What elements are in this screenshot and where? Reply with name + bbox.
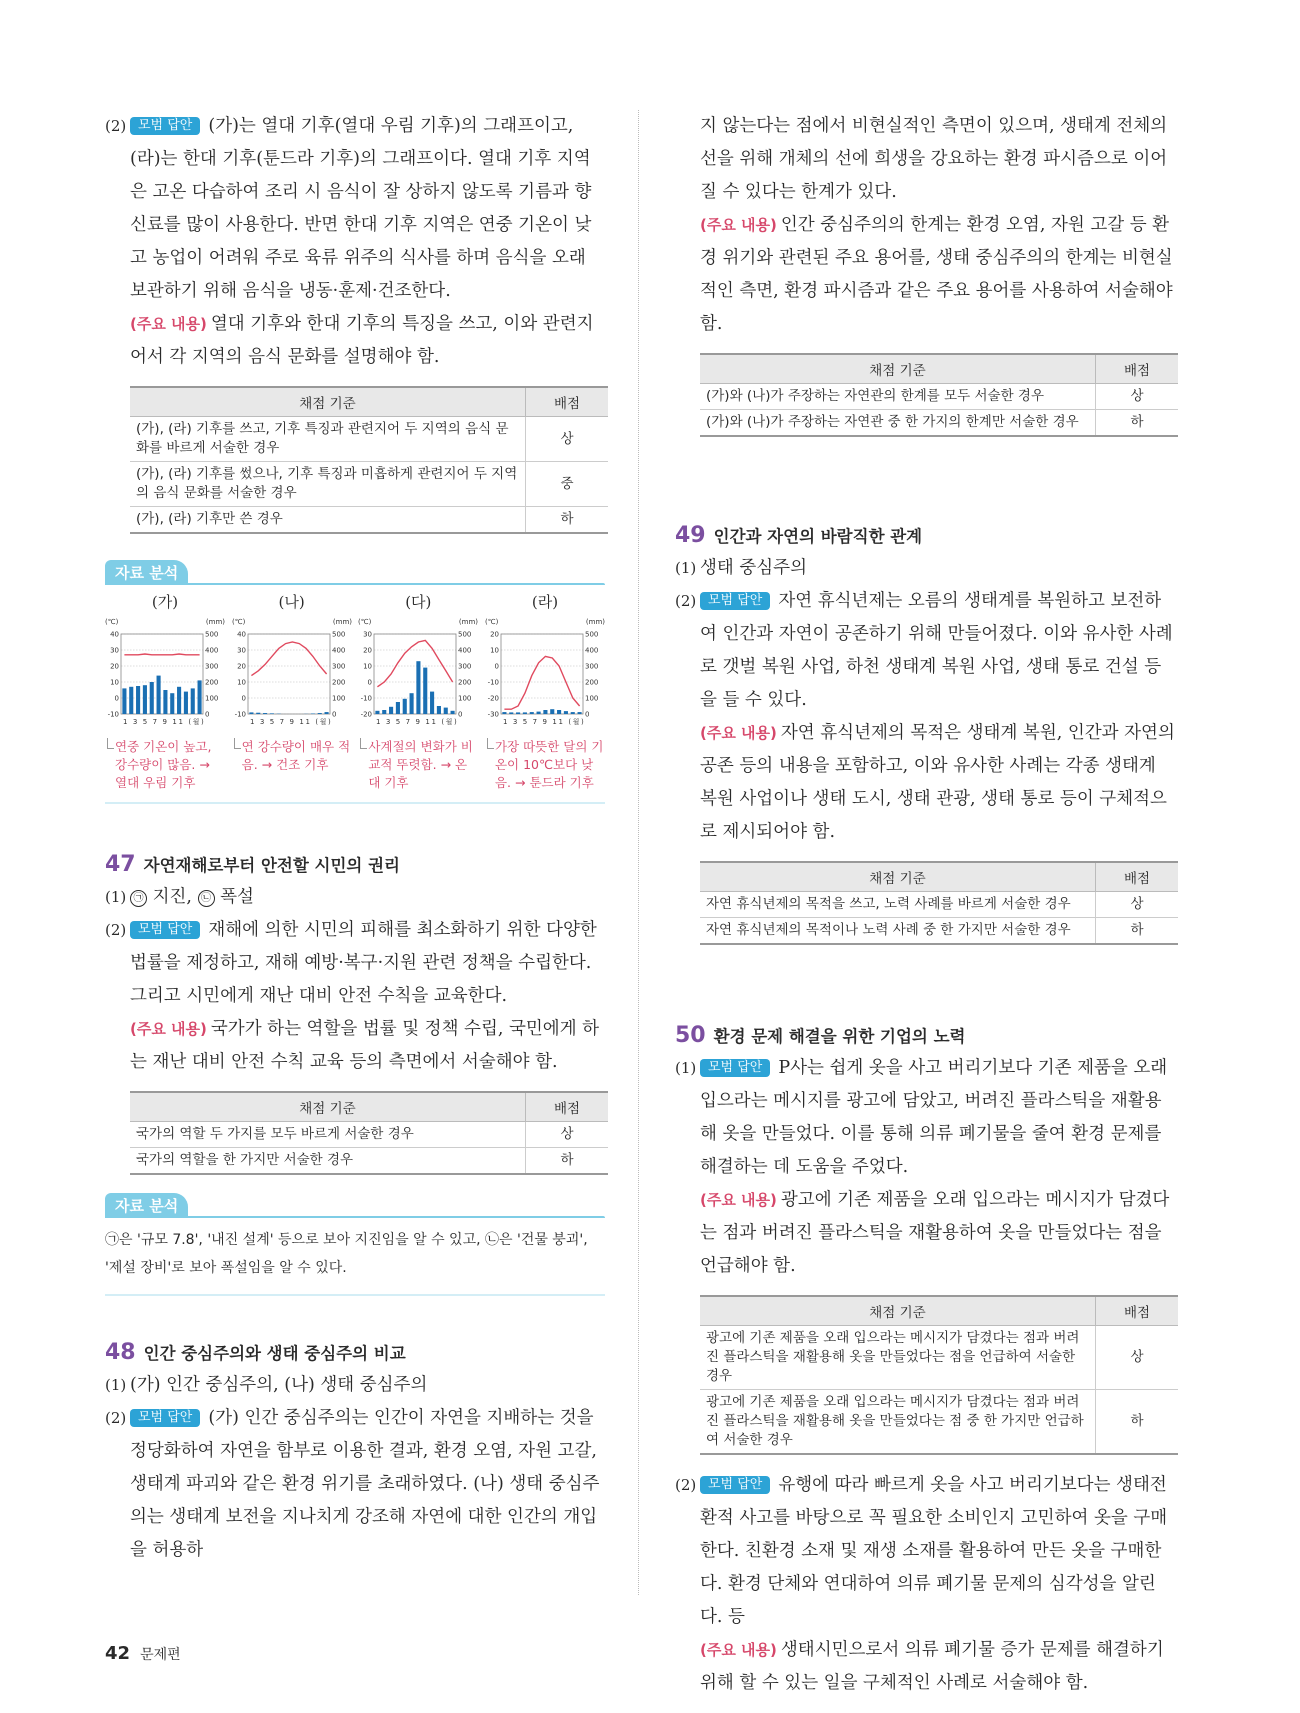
precip-bar — [270, 713, 274, 714]
criteria-cell: 자연 휴식년제의 목적을 쓰고, 노력 사례를 바르게 서술한 경우 — [700, 892, 1096, 918]
score-cell: 하 — [526, 507, 609, 534]
q49-header — [675, 523, 1175, 548]
q50-key2 — [675, 1634, 1175, 1700]
temp-tick-label: 0 — [114, 694, 119, 703]
precip-bar — [129, 687, 133, 714]
precip-bar — [437, 706, 441, 714]
climate-graph-ga — [105, 591, 225, 792]
precip-tick-label: 0 — [205, 710, 210, 719]
precip-tick-label: 200 — [331, 678, 346, 687]
q48-header — [105, 1340, 605, 1365]
precip-bar — [249, 712, 253, 714]
temp-tick-label: 10 — [236, 678, 246, 687]
criteria-cell: 국가의 역할 두 가지를 모두 바르게 서술한 경우 — [130, 1122, 526, 1148]
plot-frame — [374, 634, 456, 714]
q46-part2 — [105, 110, 605, 534]
precip-tick-label: 300 — [584, 662, 599, 671]
q46-key-text: 열대 기후와 한대 기후의 특징을 쓰고, 이와 관련지어서 각 지역의 음식 문화를 설명해야 함. — [130, 314, 594, 367]
q47-criteria-table — [130, 1091, 608, 1175]
question-number: 50 — [675, 1023, 706, 1048]
q50-criteria-table — [700, 1295, 1178, 1455]
question-title: 자연재해로부터 안전할 시민의 권리 — [143, 856, 400, 875]
key-label: (주요 내용) — [700, 1641, 777, 1659]
q48-continued — [675, 110, 1175, 437]
graph-label: (라) — [531, 593, 559, 611]
q47-part1-num: (1) — [105, 888, 127, 906]
criteria-header: 채점 기준 — [700, 354, 1096, 384]
analysis-text: ㉠은 '규모 7.8', '내진 설계' 등으로 보아 지진임을 알 수 있고, ㉡은 '건물 붕괴', '제설 장비'로 보아 폭설임을 알 수 있다. — [105, 1232, 588, 1276]
criteria-header: 채점 기준 — [700, 1296, 1096, 1326]
climograph-svg — [105, 614, 225, 732]
q47 — [105, 852, 605, 1175]
precip-bar — [122, 688, 126, 714]
precip-bar — [417, 661, 421, 714]
precip-tick-label: 400 — [331, 646, 346, 655]
temp-tick-label: 0 — [494, 662, 499, 671]
score-cell: 중 — [526, 462, 609, 507]
month-axis-label: 1 3 5 7 9 11 (월) — [249, 718, 333, 726]
temp-tick-label: -20 — [360, 710, 373, 719]
question-number: 48 — [105, 1340, 136, 1365]
precip-tick-label: 300 — [205, 662, 219, 671]
q48-answer — [105, 1402, 605, 1567]
precip-bar — [564, 711, 568, 714]
q50-key1-text: 광고에 기존 제품을 오래 입으라는 메시지가 담겼다는 점과 버려진 플라스틱을 재활용하여 옷을 만들었다는 점을 언급해야 함. — [700, 1190, 1170, 1276]
criteria-cell: 국가의 역할을 한 가지만 서술한 경우 — [130, 1148, 526, 1175]
precip-tick-label: 500 — [458, 630, 472, 639]
question-number: 49 — [675, 523, 706, 548]
precip-unit: (mm) — [205, 618, 225, 626]
score-header: 배점 — [526, 1092, 609, 1122]
precip-bar — [136, 686, 140, 714]
score-cell: 하 — [1096, 918, 1179, 945]
precip-tick-label: 300 — [458, 662, 472, 671]
temp-tick-label: 10 — [490, 646, 499, 655]
precip-tick-label: 400 — [584, 646, 599, 655]
temp-tick-label: 40 — [110, 630, 119, 639]
q50-answer1 — [675, 1052, 1175, 1184]
precip-tick-label: 100 — [331, 694, 346, 703]
criteria-cell: (가), (라) 기후를 썼으나, 기후 특징과 미흡하게 관련지어 두 지역의 음식 문화를 서술한 경우 — [130, 462, 526, 507]
precip-tick-label: 400 — [205, 646, 219, 655]
score-cell: 상 — [1096, 1326, 1179, 1390]
table-row — [700, 410, 1178, 437]
q49-answer-text: 자연 휴식년제는 오름의 생태계를 복원하고 보전하여 인간과 자연이 공존하기 위해 만들어졌다. 이와 유사한 사례로 갯벌 복원 사업, 하천 생태계 복원 사업, 생태 통로 건설 등을 들 수 있다. — [700, 591, 1173, 710]
score-cell: 하 — [1096, 1390, 1179, 1455]
score-cell: 상 — [1096, 892, 1179, 918]
precip-bar — [143, 685, 147, 714]
criteria-cell: 광고에 기존 제품을 오래 입으라는 메시지가 담겼다는 점과 버려진 플라스틱을 재활용해 옷을 만들었다는 점을 언급하여 서술한 경우 — [700, 1326, 1096, 1390]
temp-tick-label: -10 — [234, 710, 246, 719]
precip-bar — [157, 676, 161, 714]
temp-tick-label: 0 — [367, 678, 373, 687]
graph-note: 사계절의 변화가 비교적 뚜렷함. → 온대 기후 — [358, 738, 478, 792]
precip-bar — [444, 708, 448, 714]
precip-tick-label: 500 — [584, 630, 599, 639]
temp-tick-label: 20 — [490, 630, 499, 639]
q48-answer-text: (가) 인간 중심주의는 인간이 자연을 지배하는 것을 정당화하여 자연을 함부로 이용한 결과, 환경 오염, 자원 고갈, 생태계 파괴와 같은 환경 위기를 초래하였다. (나) 생태 중심주의는 생태계 보전을 지나치게 강조해 자연에 대한 인간의 개입을 허용하 — [130, 1408, 600, 1560]
temp-tick-label: -10 — [360, 694, 373, 703]
graph-label: (가) — [151, 593, 179, 611]
score-header: 배점 — [1096, 862, 1179, 892]
precip-bar — [256, 713, 260, 714]
q48-part2-num: (2) — [105, 1409, 127, 1427]
model-answer-tag: 모범 답안 — [700, 1059, 770, 1077]
plot-frame — [501, 634, 583, 714]
analysis-body — [105, 1218, 605, 1296]
climograph-svg — [358, 614, 478, 732]
q49-key-text: 자연 휴식년제의 목적은 생태계 복원, 인간과 자연의 공존 등의 내용을 포함하고, 이와 유사한 사례는 각종 생태계 복원 사업이나 생태 도시, 생태 관광, 생태 통로 등이 구체적으로 제시되어야 함. — [700, 723, 1175, 842]
data-analysis-box — [105, 560, 605, 804]
precip-bar — [317, 713, 321, 714]
data-analysis-tab: 자료 분석 — [105, 560, 188, 585]
precip-bar — [410, 693, 414, 714]
temp-unit: (℃) — [231, 618, 245, 626]
q50-key2-text: 생태시민으로서 의류 폐기물 증가 문제를 해결하기 위해 할 수 있는 일을 구체적인 사례로 서술해야 함. — [700, 1640, 1164, 1693]
key-label: (주요 내용) — [700, 216, 777, 234]
criteria-cell: 광고에 기존 제품을 오래 입으라는 메시지가 담겼다는 점과 버려진 플라스틱을 재활용해 옷을 만들었다는 점 중 한 가지만 언급하여 서술한 경우 — [700, 1390, 1096, 1455]
criteria-cell: 자연 휴식년제의 목적이나 노력 사례 중 한 가지만 서술한 경우 — [700, 918, 1096, 945]
q50 — [675, 1023, 1175, 1700]
q48-part1-text: (가) 인간 중심주의, (나) 생태 중심주의 — [130, 1375, 428, 1395]
precip-bar — [263, 713, 267, 714]
criteria-header: 채점 기준 — [700, 862, 1096, 892]
score-cell: 상 — [526, 1122, 609, 1148]
criteria-cell: (가)와 (나)가 주장하는 자연관의 한계를 모두 서술한 경우 — [700, 384, 1096, 410]
model-answer-tag: 모범 답안 — [700, 1476, 770, 1494]
precip-bar — [191, 688, 195, 714]
q47-key-text: 국가가 하는 역할을 법률 및 정책 수립, 국민에게 하는 재난 대비 안전 수칙 교육 등의 측면에서 서술해야 함. — [130, 1019, 600, 1072]
q50-answer1-text: P사는 쉽게 옷을 사고 버리기보다 기존 제품을 오래 입으라는 메시지를 광고에 담았고, 버려진 플라스틱을 재활용해 옷을 만들었다. 이를 통해 의류 폐기물을 줄여 환경 문제를 해결하는 데 도움을 주었다. — [700, 1058, 1168, 1177]
temp-tick-label: 40 — [236, 630, 246, 639]
left-column — [105, 110, 605, 1567]
q49-answer — [675, 585, 1175, 717]
right-column — [675, 110, 1175, 1700]
criteria-cell: (가), (라) 기후를 쓰고, 기후 특징과 관련지어 두 지역의 음식 문화를 바르게 서술한 경우 — [130, 417, 526, 462]
page-number: 42 — [105, 1643, 131, 1664]
precip-bar — [198, 680, 202, 714]
precip-tick-label: 100 — [584, 694, 599, 703]
precip-tick-label: 300 — [331, 662, 346, 671]
page-footer — [105, 1643, 181, 1664]
model-answer-tag: 모범 답안 — [700, 592, 770, 610]
q48-part1 — [105, 1369, 605, 1402]
climate-graph-ra — [485, 591, 605, 792]
q50-answer2-text: 유행에 따라 빠르게 옷을 사고 버리기보다는 생태전환적 사고를 바탕으로 꼭 필요한 소비인지 고민하여 옷을 구매한다. 친환경 소재 및 재생 소재를 활용하여 만든 옷을 구매한다. 환경 단체와 연대하여 의류 폐기물 문제의 심각성을 알린다. 등 — [700, 1475, 1168, 1627]
temp-tick-label: -10 — [487, 678, 499, 687]
temp-tick-label: 30 — [363, 630, 373, 639]
key-label: (주요 내용) — [700, 1191, 777, 1209]
graph-note: 가장 따뜻한 달의 기온이 10℃보다 낮음. → 툰드라 기후 — [485, 738, 605, 792]
precip-tick-label: 200 — [584, 678, 599, 687]
q46-answer-text: (가)는 열대 기후(열대 우림 기후)의 그래프이고, (라)는 한대 기후(툰드라 기후)의 그래프이다. 열대 기후 지역은 고온 다습하여 조리 시 음식이 잘 상하지 않도록 기름과 향신료를 많이 사용한다. 반면 한대 기후 지역은 연중 기온이 낮고 농업이 어려워 주로 육류 위주의 식사를 하며 음식을 오래 보관하기 위해 음식을 냉동·훈제·건조한다. — [130, 116, 592, 301]
q48 — [105, 1340, 605, 1567]
question-title: 인간과 자연의 바람직한 관계 — [713, 527, 923, 546]
precip-tick-label: 400 — [458, 646, 472, 655]
q47-key — [105, 1013, 605, 1079]
column-divider — [638, 110, 639, 1595]
month-axis-label: 1 3 5 7 9 11 (월) — [123, 718, 206, 726]
criteria-cell: (가)와 (나)가 주장하는 자연관 중 한 가지의 한계만 서술한 경우 — [700, 410, 1096, 437]
table-row — [700, 892, 1178, 918]
circled-b-mark: ㉡ — [198, 890, 215, 907]
precip-bar — [451, 711, 455, 714]
precip-bar — [389, 707, 393, 714]
data-analysis-tab: 자료 분석 — [105, 1193, 188, 1218]
criteria-header: 채점 기준 — [130, 387, 526, 417]
precip-bar — [571, 712, 575, 714]
precip-bar — [516, 712, 520, 714]
graph-note: 연 강수량이 매우 적음. → 건조 기후 — [232, 738, 352, 774]
q46-key — [105, 308, 605, 374]
question-number: 47 — [105, 852, 136, 877]
temp-tick-label: 20 — [110, 662, 119, 671]
precip-bar — [537, 712, 541, 714]
table-row — [130, 462, 608, 507]
precip-bar — [502, 712, 506, 714]
question-title: 환경 문제 해결을 위한 기업의 노력 — [713, 1027, 966, 1046]
precip-unit: (mm) — [332, 618, 352, 626]
precip-unit: (mm) — [585, 618, 605, 626]
q50-header — [675, 1023, 1175, 1048]
climograph-svg — [485, 614, 605, 732]
key-label: (주요 내용) — [130, 315, 207, 333]
q47-part1 — [105, 881, 605, 914]
table-row — [700, 384, 1178, 410]
temp-tick-label: 0 — [241, 694, 246, 703]
score-header: 배점 — [526, 387, 609, 417]
precip-tick-label: 0 — [458, 710, 463, 719]
precip-bar — [430, 692, 434, 714]
q47-answer — [105, 914, 605, 1013]
table-row — [130, 417, 608, 462]
score-cell: 상 — [1096, 384, 1179, 410]
model-answer-tag: 모범 답안 — [130, 117, 200, 135]
temp-tick-label: 30 — [110, 646, 119, 655]
q48-answer-cont: 지 않는다는 점에서 비현실적인 측면이 있으며, 생태계 전체의 선을 위해 개체의 선에 희생을 강요하는 환경 파시즘으로 이어질 수 있다는 한계가 있다. — [700, 116, 1168, 202]
q49-part1 — [675, 552, 1175, 585]
table-row — [130, 507, 608, 534]
temp-unit: (℃) — [105, 618, 119, 626]
precip-bar — [550, 709, 554, 714]
q47-part1-a: 지진, — [152, 887, 192, 907]
precip-bar — [163, 690, 167, 714]
q46-criteria-table — [130, 386, 608, 534]
month-axis-label: 1 3 5 7 9 11 (월) — [376, 718, 459, 726]
plot-frame — [248, 634, 330, 714]
precip-tick-label: 0 — [331, 710, 337, 719]
precip-bar — [184, 692, 188, 714]
precip-tick-label: 500 — [205, 630, 219, 639]
climograph-svg — [232, 614, 352, 732]
page-section-label: 문제편 — [140, 1647, 181, 1663]
climate-graphs-body — [105, 585, 605, 804]
precip-unit: (mm) — [459, 618, 479, 626]
climate-graph-da — [358, 591, 478, 792]
q46-part2-num: (2) — [105, 117, 127, 135]
temperature-line — [378, 640, 453, 686]
precip-bar — [509, 712, 513, 714]
question-title: 인간 중심주의와 생태 중심주의 비교 — [143, 1344, 406, 1363]
q50-part1-num: (1) — [675, 1059, 697, 1077]
temp-unit: (℃) — [484, 618, 499, 626]
precip-bar — [523, 712, 527, 714]
table-row — [700, 1326, 1178, 1390]
q49 — [675, 523, 1175, 945]
score-cell: 상 — [526, 417, 609, 462]
q48-key — [675, 209, 1175, 341]
precip-bar — [150, 682, 154, 714]
precip-bar — [177, 687, 181, 714]
precip-tick-label: 0 — [584, 710, 590, 719]
precip-tick-label: 200 — [205, 678, 219, 687]
q47-part1-b: 폭설 — [220, 887, 254, 907]
key-label: (주요 내용) — [700, 724, 777, 742]
data-analysis-box-2 — [105, 1193, 605, 1296]
q50-answer2 — [675, 1469, 1175, 1634]
table-row — [130, 1148, 608, 1175]
q49-part2-num: (2) — [675, 592, 697, 610]
temp-unit: (℃) — [358, 618, 372, 626]
temp-tick-label: -10 — [107, 710, 119, 719]
precip-bar — [578, 712, 582, 714]
score-header: 배점 — [1096, 354, 1179, 384]
q47-header — [105, 852, 605, 877]
temperature-line — [504, 656, 579, 709]
temp-tick-label: 10 — [363, 662, 373, 671]
precip-bar — [383, 710, 387, 714]
criteria-header: 채점 기준 — [130, 1092, 526, 1122]
temp-tick-label: 30 — [236, 646, 246, 655]
precip-bar — [396, 702, 400, 714]
table-row — [700, 1390, 1178, 1455]
temp-tick-label: 20 — [363, 646, 373, 655]
temperature-line — [251, 642, 326, 676]
climate-graph-na — [232, 591, 352, 792]
precip-bar — [403, 699, 407, 714]
precip-tick-label: 100 — [458, 694, 472, 703]
q49-part1-num: (1) — [675, 559, 697, 577]
q50-key1 — [675, 1184, 1175, 1283]
q50-part2-num: (2) — [675, 1476, 697, 1494]
q47-part2-num: (2) — [105, 921, 127, 939]
temp-tick-label: -20 — [487, 694, 499, 703]
climate-graphs — [105, 585, 605, 802]
table-row — [130, 1122, 608, 1148]
key-label: (주요 내용) — [130, 1020, 207, 1038]
q48-criteria-table — [700, 353, 1178, 437]
temp-tick-label: 20 — [236, 662, 246, 671]
temp-tick-label: -30 — [487, 710, 499, 719]
precip-tick-label: 500 — [331, 630, 346, 639]
score-cell: 하 — [526, 1148, 609, 1175]
graph-label: (다) — [405, 593, 432, 611]
q46-answer — [105, 110, 605, 308]
graph-label: (나) — [278, 593, 305, 611]
criteria-cell: (가), (라) 기후만 쓴 경우 — [130, 507, 526, 534]
month-axis-label: 1 3 5 7 9 11 (월) — [502, 718, 586, 726]
q49-criteria-table — [700, 861, 1178, 945]
model-answer-tag: 모범 답안 — [130, 921, 200, 939]
q47-answer-text: 재해에 의한 시민의 피해를 최소화하기 위한 다양한 법률을 제정하고, 재해 예방·복구·지원 관련 정책을 수립한다. 그리고 시민에게 재난 대비 안전 수칙을 교육한다. — [130, 920, 597, 1006]
precip-bar — [324, 712, 328, 714]
precip-tick-label: 200 — [458, 678, 472, 687]
precip-bar — [170, 693, 174, 714]
precip-bar — [543, 710, 547, 714]
precip-bar — [424, 668, 428, 714]
precip-bar — [376, 711, 380, 714]
precip-bar — [530, 712, 534, 714]
q49-key — [675, 717, 1175, 849]
circled-a-mark: ㉠ — [130, 890, 147, 907]
q48-part1-num: (1) — [105, 1376, 127, 1394]
precip-bar — [557, 710, 561, 714]
precip-tick-label: 100 — [205, 694, 219, 703]
graph-note: 연중 기온이 높고, 강수량이 많음. → 열대 우림 기후 — [105, 738, 225, 792]
q48-key-text: 인간 중심주의의 한계는 환경 오염, 자원 고갈 등 환경 위기와 관련된 주요 용어를, 생태 중심주의의 한계는 비현실적인 측면, 환경 파시즘과 같은 주요 용어를 사용하여 서술해야 함. — [700, 215, 1173, 334]
model-answer-tag: 모범 답안 — [130, 1409, 200, 1427]
score-header: 배점 — [1096, 1296, 1179, 1326]
temperature-line — [124, 654, 199, 655]
table-row — [700, 918, 1178, 945]
score-cell: 하 — [1096, 410, 1179, 437]
temp-tick-label: 10 — [110, 678, 119, 687]
q49-part1-text: 생태 중심주의 — [700, 558, 807, 578]
